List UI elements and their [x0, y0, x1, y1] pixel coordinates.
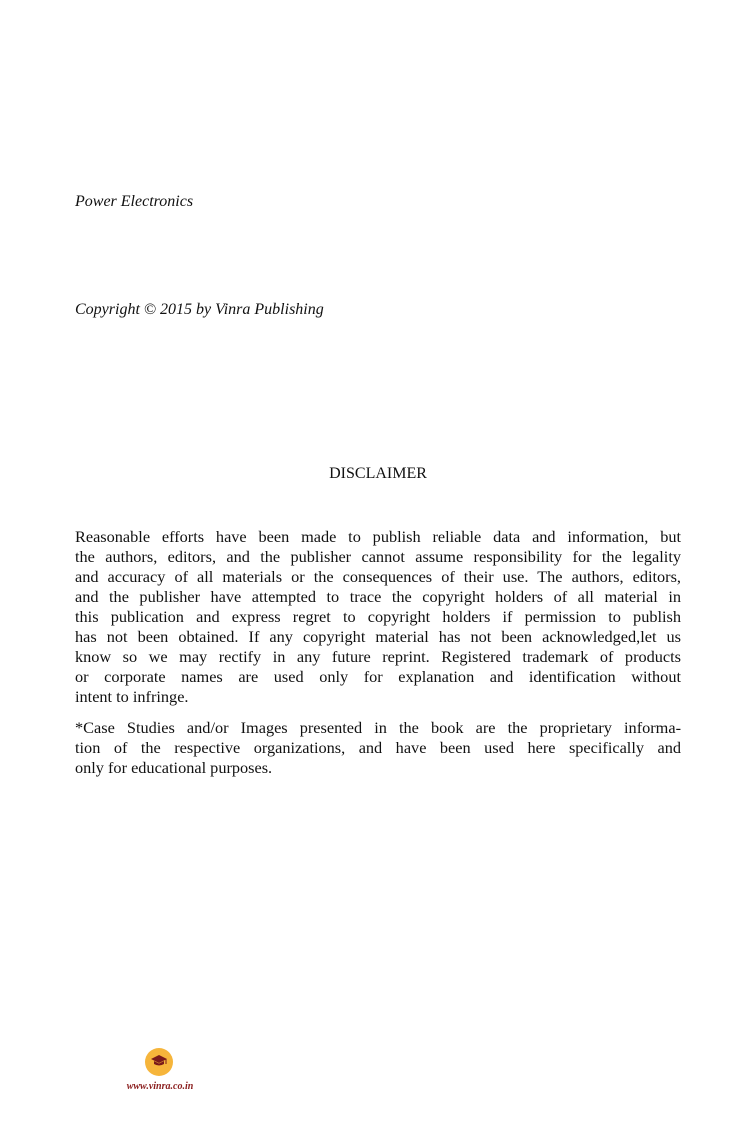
text-line: Reasonable efforts have been made to publish reliable data and information, but	[75, 527, 681, 546]
text-line: know so we may rectify in any future reprint. Registered trademark of products	[75, 647, 681, 666]
text-line: and accuracy of all materials or the consequences of their use. The authors, editors,	[75, 567, 681, 586]
text-line: only for educational purposes.	[75, 758, 273, 777]
copyright-notice: Copyright © 2015 by Vinra Publishing	[75, 301, 324, 318]
text-line: the authors, editors, and the publisher cannot assume responsibility for the legality	[75, 547, 681, 566]
text-line: or corporate names are used only for explanation and identification without	[75, 667, 681, 686]
publisher-url[interactable]: www.vinra.co.in	[126, 1081, 194, 1092]
disclaimer-heading: DISCLAIMER	[329, 465, 427, 482]
text-line: intent to infringe.	[75, 687, 189, 706]
text-line: tion of the respective organizations, and have been used here specifically and	[75, 738, 681, 757]
graduation-cap-icon	[150, 1054, 168, 1070]
text-line: this publication and express regret to copyright holders if permission to publish	[75, 607, 681, 626]
disclaimer-paragraph	[75, 527, 681, 707]
publisher-logo	[145, 1048, 173, 1076]
text-line: has not been obtained. If any copyright material has not been acknowledged,let us	[75, 627, 681, 646]
case-studies-paragraph	[75, 718, 681, 778]
text-line: *Case Studies and/or Images presented in the book are the proprietary informa-	[75, 718, 681, 737]
text-line: and the publisher have attempted to trace the copyright holders of all material in	[75, 587, 681, 606]
book-title: Power Electronics	[75, 193, 194, 210]
